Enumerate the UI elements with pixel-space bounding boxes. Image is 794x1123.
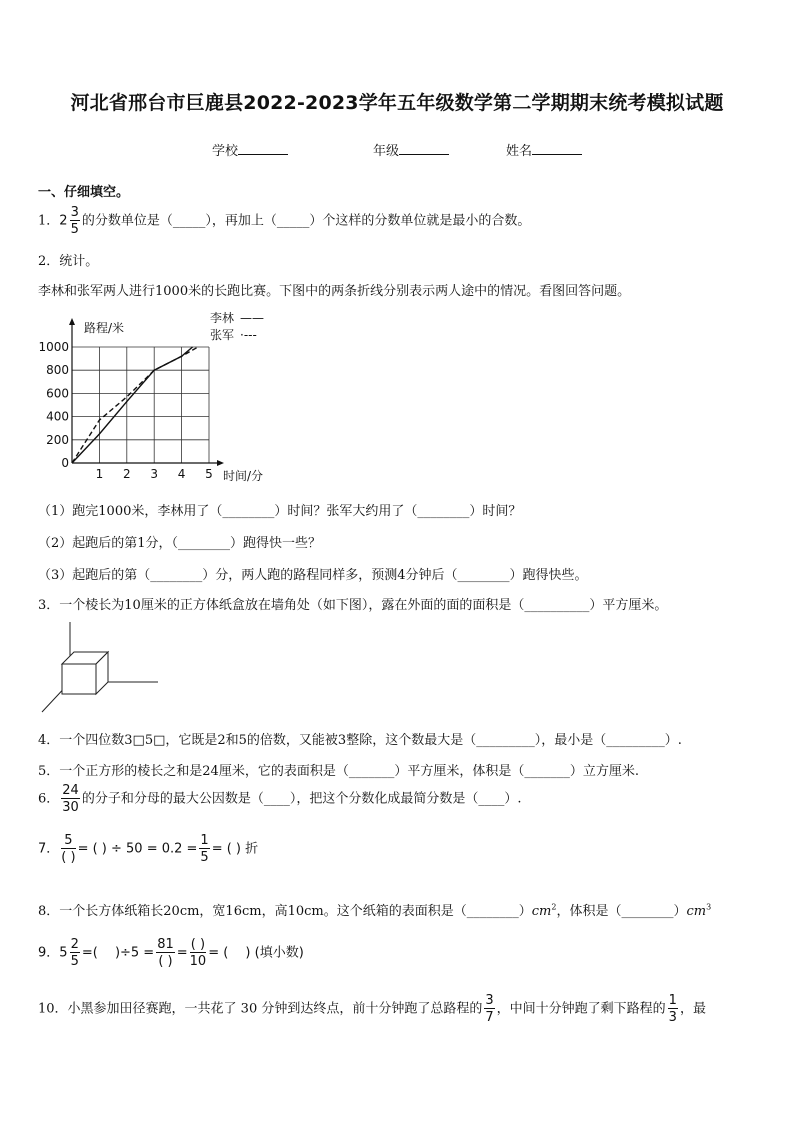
name-label: 姓名 (506, 144, 533, 159)
x-tick-label: 2 (122, 467, 131, 481)
question-2-sub3: （3）起跑后的第（________）分，两人跑的路程同样多，预测4分钟后（________）跑得快些。 (38, 568, 588, 583)
question-2-intro: 李林和张军两人进行1000米的长跑比赛。下图中的两条折线分别表示两人途中的情况。看图回答问题。 (38, 284, 631, 299)
grade-field[interactable] (373, 140, 449, 159)
cube-front-face (62, 664, 96, 694)
line-chart (30, 308, 290, 488)
x-tick-label: 5 (205, 467, 213, 481)
school-label: 学校 (212, 144, 239, 159)
y-tick-label: 0 (61, 456, 69, 470)
y-tick-label: 800 (46, 363, 69, 378)
question-10: 10．小黑参加田径赛跑，一共花了 30 分钟到达终点，前十分钟跑了总路程的 $\frac{3}{7}$ ，中间十分钟跑了剩下路程的 $\frac{1}{3}$ ，最 (38, 993, 706, 1025)
y-tick-label: 600 (46, 386, 69, 401)
legend-mark: —— (240, 311, 264, 325)
question-6: 6． $\frac{24}{30}$ 的分子和分母的最大公因数是（____），把这个分数化成最简分数是（____）. (38, 783, 522, 815)
y-axis-label: 路程/米 (84, 321, 125, 335)
question-9: 9．5 $\frac{2}{5}$ =( )÷5 = $\frac{81}{( )}$ = $\frac{( )}{10}$ = ( ) (填小数) (38, 937, 304, 969)
question-2-label: 2．统计。 (38, 254, 99, 269)
series-line-2 (72, 347, 198, 463)
question-1: 1．2 $\frac{3}{5}$ 的分数单位是（_____），再加上（_____）个这样的分数单位就是最小的合数。 (38, 205, 531, 237)
question-7: 7． $\frac{5}{( )}$ = ( ) ÷ 50 = 0.2 = $\frac{1}{5}$ = ( ) 折 (38, 833, 259, 865)
question-8: 8．一个长方体纸箱长20cm，宽16cm，高10cm。这个纸箱的表面积是$(\_\_\_\_\_\_\_\_)cm^2$，体积是$(\_\_\_\_\_\_\_\_)cm^3$ (38, 902, 712, 919)
legend-label: 张军 (210, 328, 235, 342)
question-4: 4．一个四位数3□5□，它既是2和5的倍数，又能被3整除，这个数最大是（_________），最小是（_________）. (38, 733, 682, 748)
x-tick-label: 1 (95, 467, 104, 481)
question-2-sub1: （1）跑完1000米，李林用了（________）时间？张军大约用了（________）时间？ (38, 504, 522, 519)
y-tick-label: 400 (46, 409, 69, 424)
y-tick-label: 200 (46, 432, 69, 447)
y-axis-arrow (69, 318, 75, 325)
question-5: 5．一个正方形的棱长之和是24厘米，它的表面积是（_______）平方厘米，体积是（_______）立方厘米. (38, 764, 639, 779)
series-line-1 (72, 347, 193, 463)
cube-corner-figure (40, 620, 170, 720)
question-2-sub2: （2）起跑后的第1分，（________）跑得快一些？ (38, 536, 322, 551)
school-field[interactable] (212, 140, 288, 159)
page-title: 河北省邢台市巨鹿县2022-2023学年五年级数学第二学期期末统考模拟试题 (70, 92, 724, 114)
section-heading: 一、仔细填空。 (38, 185, 130, 200)
y-tick-label: 1000 (38, 340, 69, 354)
x-axis-label: 时间/分 (223, 469, 264, 483)
legend-label: 李林 (210, 311, 235, 325)
legend-mark: ·--- (240, 328, 257, 342)
x-tick-label: 3 (150, 467, 159, 481)
x-axis-arrow (217, 460, 224, 466)
name-field[interactable] (506, 140, 582, 159)
question-3: 3．一个棱长为10厘米的正方体纸盒放在墙角处（如下图），露在外面的面的面积是（__________）平方厘米。 (38, 598, 668, 613)
grade-label: 年级 (373, 144, 400, 159)
x-tick-label: 4 (177, 467, 186, 481)
